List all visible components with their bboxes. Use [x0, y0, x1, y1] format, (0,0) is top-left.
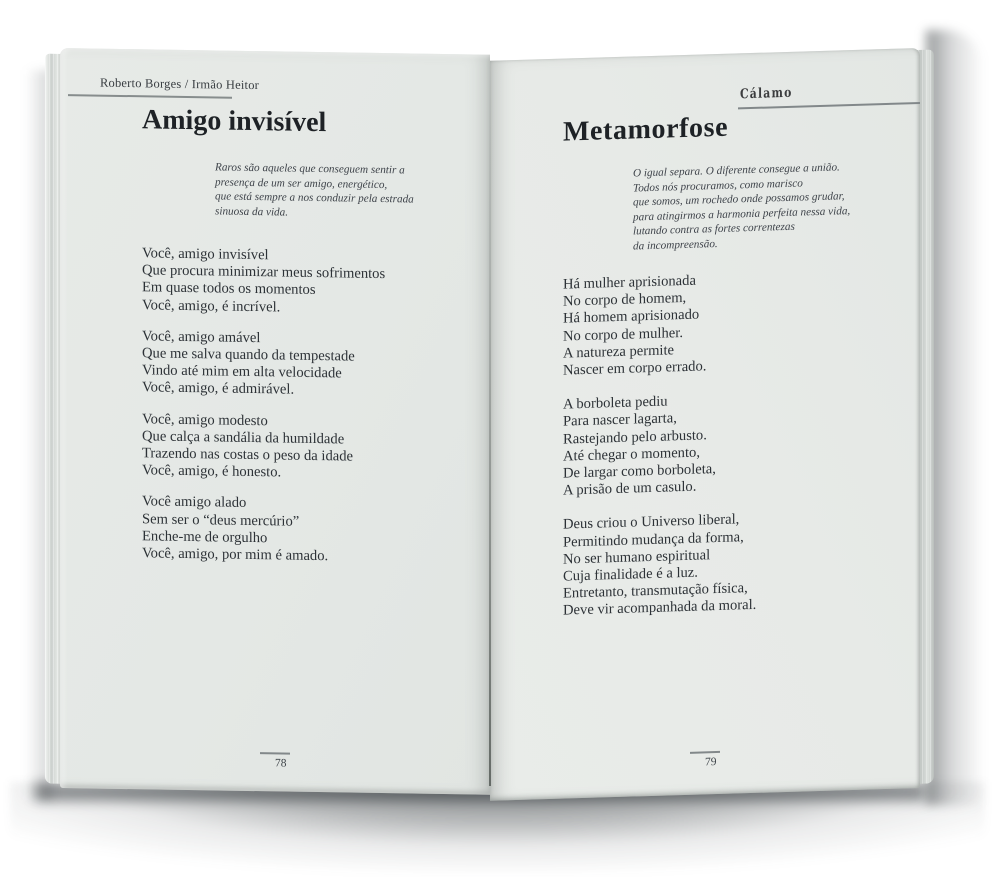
poem-line: Você, amigo modesto	[142, 410, 268, 429]
stanza	[563, 391, 756, 500]
right-page	[490, 48, 920, 801]
stanza	[142, 411, 385, 484]
epigraph-line: que somos, um rochedo onde possamos grudar,	[633, 190, 845, 209]
poem-line: Até chegar o momento,	[563, 444, 700, 465]
poem-line: Trazendo nas costas o peso da idade	[142, 445, 354, 465]
stanza	[142, 328, 385, 401]
epigraph-right	[633, 160, 850, 254]
stanza	[563, 511, 756, 620]
poem-line: De largar como borboleta,	[563, 461, 716, 482]
poem-line: A natureza permite	[563, 342, 675, 362]
folio-right	[490, 745, 920, 768]
poem-line: Há mulher aprisionada	[563, 272, 696, 293]
poem-line: Que calça a sandália da humildade	[142, 428, 345, 448]
poem-line: Para nascer lagarta,	[563, 410, 677, 431]
epigraph-line: que está sempre a nos conduzir pela estrada	[215, 190, 414, 206]
poem-line: Que procura minimizar meus sofrimentos	[142, 262, 386, 283]
epigraph-left	[215, 160, 414, 221]
epigraph-line: da incompreensão.	[633, 237, 718, 253]
poem-line: Há homem aprisionado	[563, 306, 700, 328]
poem-line: A prisão de um casulo.	[563, 478, 697, 499]
poem-line: Você, amigo, por mim é amado.	[142, 545, 329, 565]
poem-left	[142, 245, 385, 580]
page-number-right: 79	[705, 755, 717, 768]
poem-line: Você, amigo amável	[142, 328, 261, 346]
book-gutter-seam	[489, 58, 491, 786]
poem-line: Você, amigo invisível	[142, 245, 269, 264]
folio-rule	[690, 751, 720, 753]
open-book	[60, 48, 920, 790]
poem-line: Cuja finalidade é a luz.	[563, 564, 698, 585]
poem-line: Em quase todos os momentos	[142, 279, 316, 299]
poem-line: No corpo de homem,	[563, 290, 687, 310]
poem-line: Entretanto, transmutação física,	[563, 580, 748, 602]
poem-title-right: Metamorfose	[563, 111, 729, 148]
epigraph-line: Raros são aqueles que conseguem sentir a	[215, 161, 405, 177]
poem-line: Você, amigo, é incrível.	[142, 296, 281, 316]
running-header-rule	[68, 94, 232, 98]
running-header-section: Cálamo	[740, 84, 793, 103]
stanza	[142, 245, 385, 318]
epigraph-line: presença de um ser amigo, energético,	[215, 176, 388, 191]
poem-line: Você, amigo, é admirável.	[142, 379, 295, 399]
left-page	[60, 48, 490, 795]
poem-line: Rastejando pelo arbusto.	[563, 426, 707, 448]
running-header-author: Roberto Borges / Irmão Heitor	[100, 75, 260, 93]
poem-line: Você, amigo, é honesto.	[142, 462, 282, 481]
poem-line: Você amigo alado	[142, 493, 247, 512]
poem-line: Vindo até mim em alta velocidade	[142, 362, 342, 382]
poem-line: Deus criou o Universo liberal,	[563, 511, 740, 534]
poem-right	[563, 271, 756, 637]
epigraph-line: lutando contra as fortes correntezas	[633, 221, 795, 238]
poem-line: A borboleta pediu	[563, 393, 668, 413]
running-header-rule	[738, 102, 920, 109]
book-right-shadow	[926, 30, 984, 805]
page-number-left: 78	[275, 756, 287, 770]
poem-line: Enche-me de orgulho	[142, 528, 268, 547]
stanza	[142, 494, 385, 567]
poem-line: Permitindo mudança da forma,	[563, 528, 744, 551]
folio-rule	[260, 752, 290, 754]
folio-left	[60, 749, 490, 770]
poem-line: Nascer em corpo errado.	[563, 358, 707, 379]
epigraph-line: O igual separa. O diferente consegue a união.	[633, 161, 840, 180]
poem-line: No ser humano espiritual	[563, 547, 711, 568]
epigraph-line: sinuosa da vida.	[215, 205, 289, 219]
epigraph-line: para atingirmos a harmonia perfeita nessa vida,	[633, 204, 851, 224]
poem-line: No corpo de mulher.	[563, 324, 683, 345]
stanza	[563, 271, 756, 380]
poem-line: Deve vir acompanhada da moral.	[563, 597, 757, 620]
poem-title-left: Amigo invisível	[142, 104, 327, 139]
poem-line: Sem ser o “deus mercúrio”	[142, 510, 300, 530]
poem-line: Que me salva quando da tempestade	[142, 345, 355, 365]
epigraph-line: Todos nós procuramos, como marisco	[633, 177, 803, 195]
